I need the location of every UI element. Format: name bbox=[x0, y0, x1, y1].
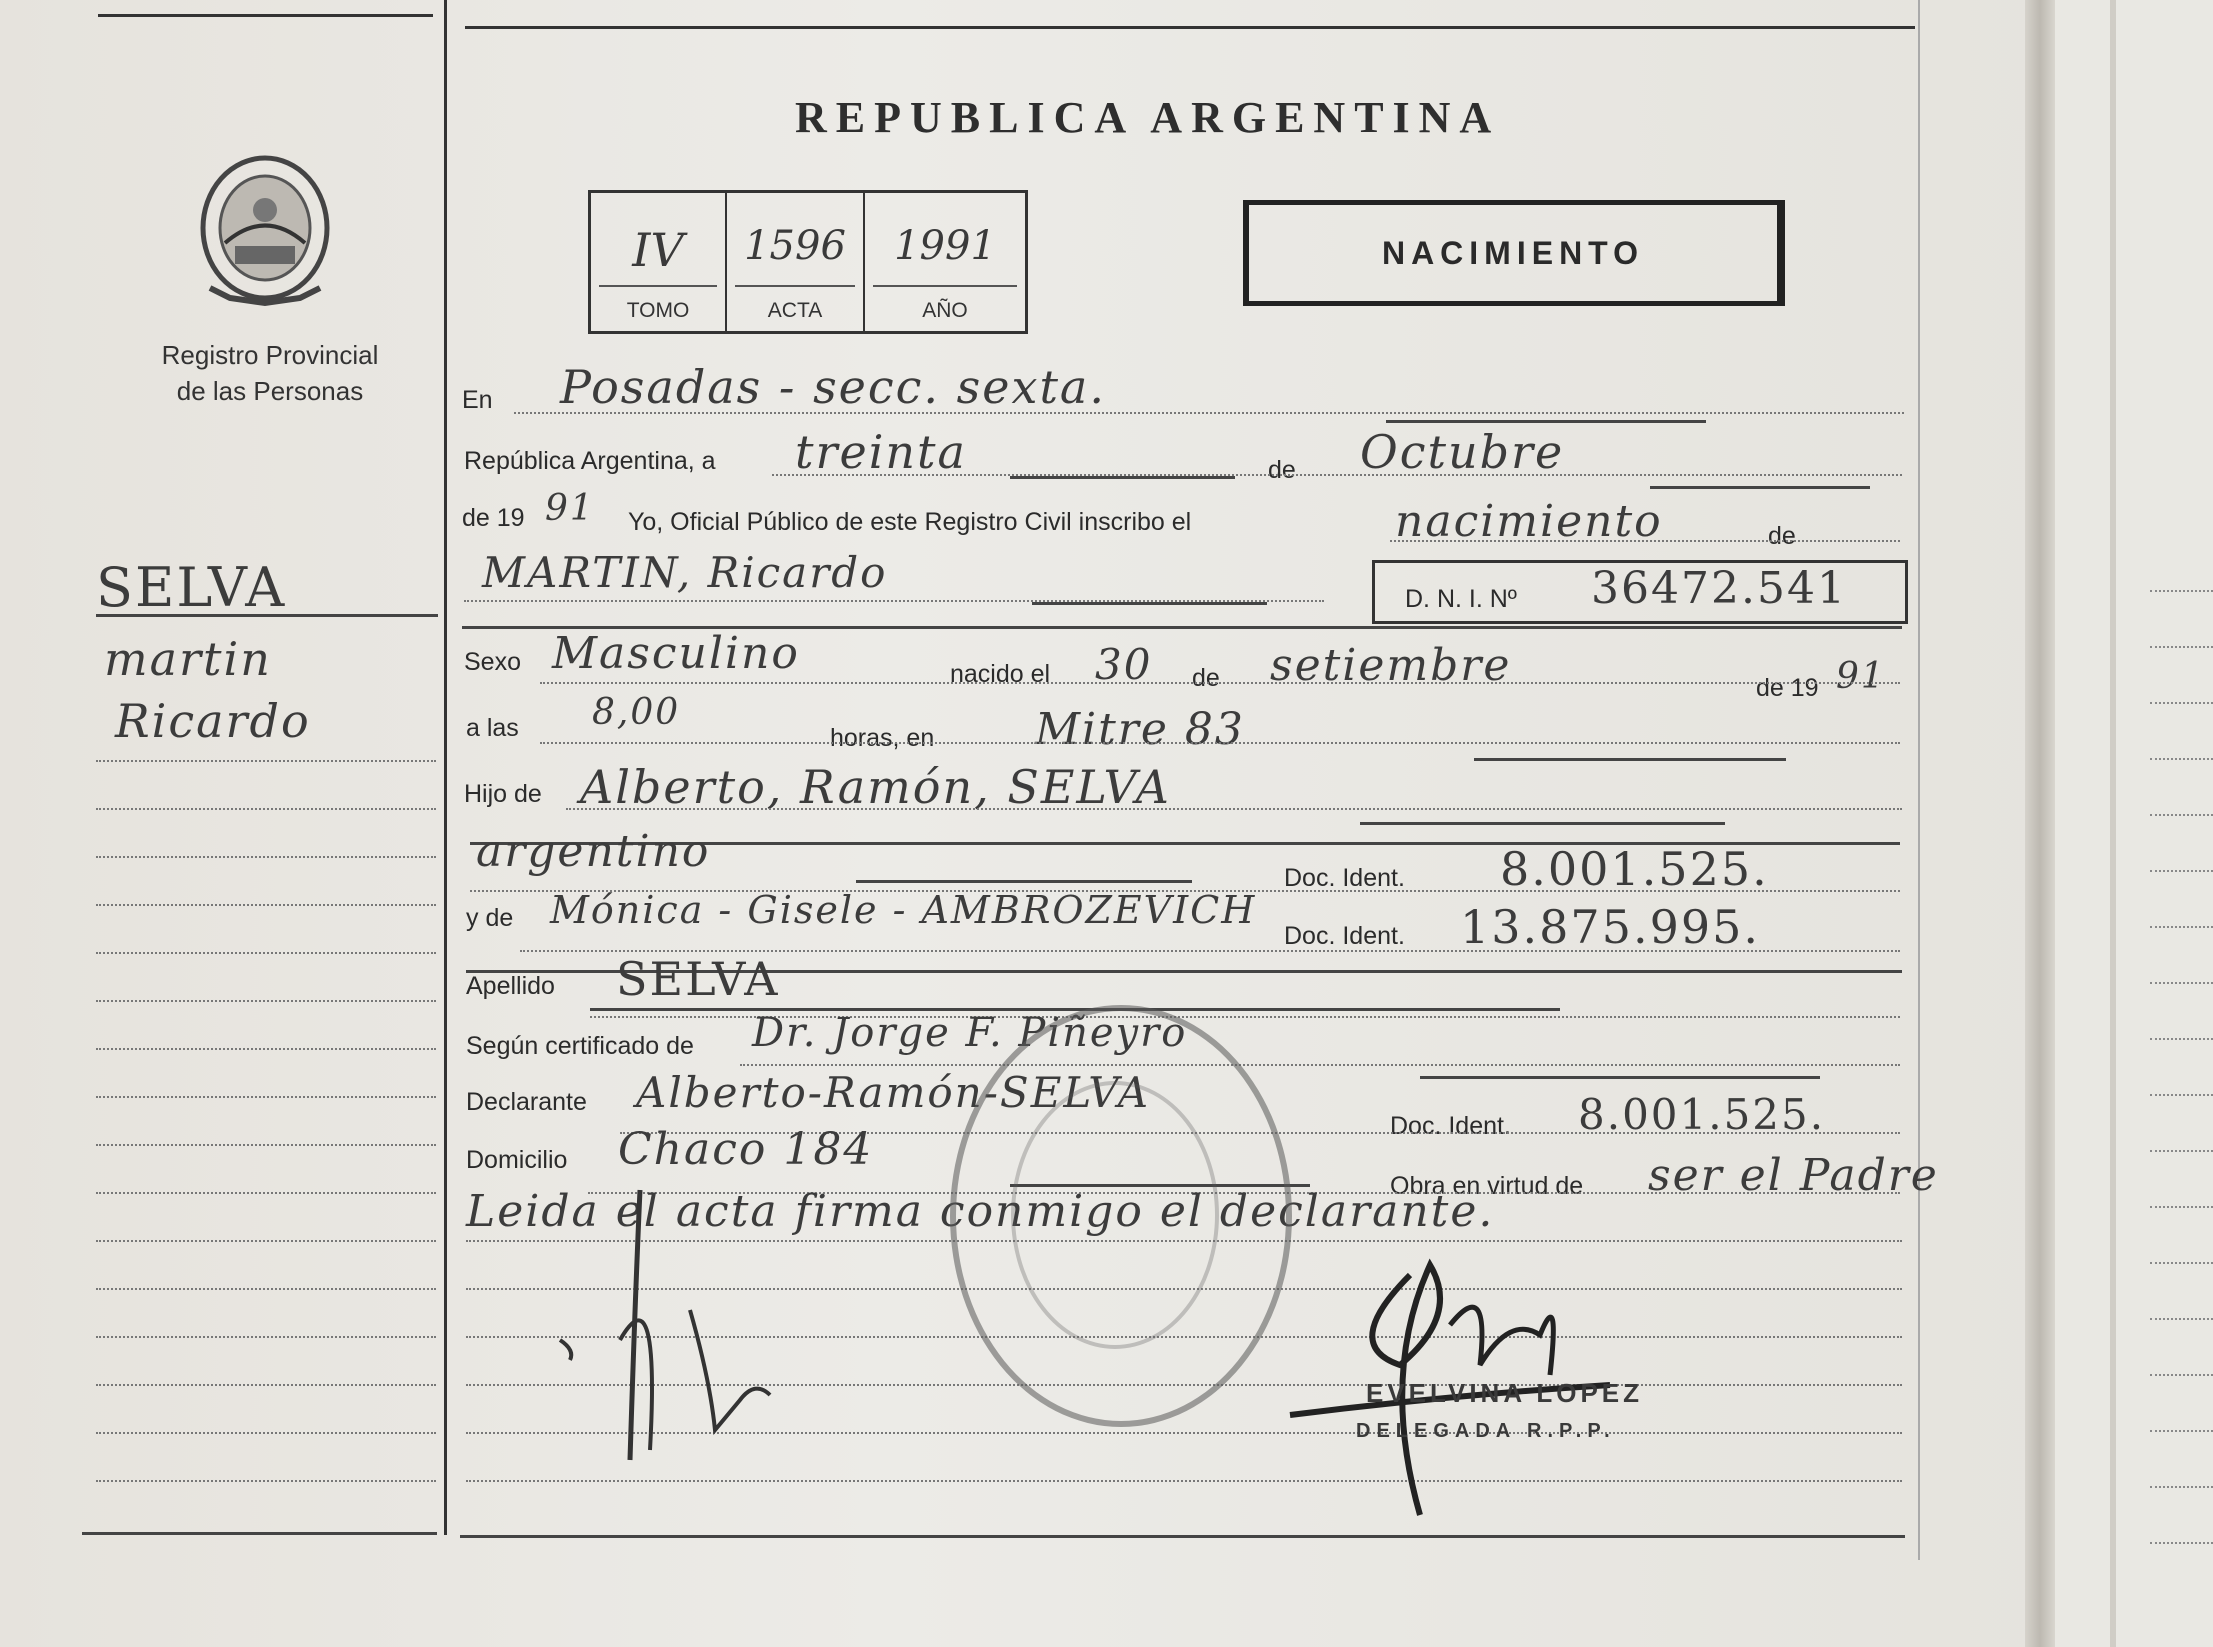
label-de19-b: de 19 bbox=[1756, 674, 1819, 702]
ruled-line bbox=[2150, 1542, 2213, 1544]
label-republica: República Argentina, a bbox=[464, 447, 716, 475]
field-acto: nacimiento bbox=[1395, 496, 1663, 547]
ruled-line bbox=[2150, 870, 2213, 872]
row-line bbox=[540, 742, 1900, 744]
label-domicilio: Domicilio bbox=[466, 1146, 568, 1174]
ruled-line bbox=[96, 1144, 436, 1146]
ruled-line bbox=[96, 1336, 436, 1338]
field-declarante: Alberto-Ramón-SELVA bbox=[636, 1068, 1151, 1117]
ruled-line bbox=[2150, 1374, 2213, 1376]
acta-label: ACTA bbox=[767, 299, 823, 322]
tomo-label: TOMO bbox=[626, 299, 690, 322]
field-dni: 36472.541 bbox=[1591, 563, 1847, 614]
sidebar-surname: SELVA bbox=[96, 556, 287, 619]
row-rule bbox=[1650, 486, 1870, 489]
label-docident-madre: Doc. Ident. bbox=[1284, 922, 1405, 950]
ruled-line bbox=[2150, 758, 2213, 760]
official-title: DELEGADA R.P.P. bbox=[1356, 1420, 1616, 1442]
registry-name-line1: Registro Provincial bbox=[161, 340, 379, 370]
ruled-line bbox=[2150, 926, 2213, 928]
province-seal-icon bbox=[190, 148, 340, 308]
field-padre-nac: argentino bbox=[476, 826, 711, 877]
field-nac-dia: 30 bbox=[1095, 640, 1153, 689]
ruled-line bbox=[96, 1048, 436, 1050]
column-divider bbox=[444, 0, 447, 1535]
row-line bbox=[566, 808, 1902, 810]
label-de-mes: de bbox=[1192, 664, 1220, 692]
ruled-line bbox=[96, 1288, 436, 1290]
document-title: REPUBLICA ARGENTINA bbox=[795, 93, 1501, 142]
label-de-end: de bbox=[1768, 522, 1796, 550]
field-lugar: Posadas - secc. sexta. bbox=[560, 360, 1106, 414]
field-domicilio: Chaco 184 bbox=[618, 1124, 874, 1175]
row-line bbox=[740, 1064, 1900, 1066]
acta-value: 1596 bbox=[744, 223, 846, 269]
field-anio-suffix: 91 bbox=[545, 488, 595, 529]
ruled-line bbox=[2150, 1094, 2213, 1096]
label-oficial: Yo, Oficial Público de este Registro Civil inscribo el bbox=[628, 508, 1192, 536]
sidebar-given-1: martin bbox=[104, 632, 272, 686]
ruled-line bbox=[96, 1192, 436, 1194]
ruled-line bbox=[2150, 702, 2213, 704]
label-sexo: Sexo bbox=[464, 648, 521, 676]
sidebar-top-rule bbox=[98, 14, 433, 17]
ruled-line bbox=[96, 856, 436, 858]
ruled-line bbox=[96, 1096, 436, 1098]
ruled-line bbox=[96, 952, 436, 954]
label-hijo: Hijo de bbox=[464, 780, 542, 808]
label-dni: D. N. I. Nº bbox=[1405, 585, 1517, 613]
field-nombre: MARTIN, Ricardo bbox=[482, 548, 888, 597]
registry-name-line2: de las Personas bbox=[176, 376, 364, 406]
row-rule bbox=[856, 880, 1192, 883]
row-rule bbox=[1360, 822, 1725, 825]
label-horas: horas, en bbox=[830, 724, 935, 752]
field-hora: 8,00 bbox=[592, 692, 681, 733]
ruled-line bbox=[96, 1432, 436, 1434]
sidebar-given-2: Ricardo bbox=[115, 694, 311, 748]
anio-label: AÑO bbox=[922, 299, 968, 322]
ruled-line bbox=[2150, 1486, 2213, 1488]
field-padre: Alberto, Ramón, SELVA bbox=[580, 760, 1171, 814]
official-stamp-inner bbox=[1011, 1081, 1219, 1349]
tomo-value: IV bbox=[632, 223, 684, 277]
field-madre: Mónica - Gisele - AMBROZEVICH bbox=[550, 888, 1257, 932]
row-rule bbox=[1032, 602, 1267, 605]
official-name: EVELVINA LOPEZ bbox=[1366, 1378, 1644, 1408]
ruled-line bbox=[96, 760, 436, 762]
field-sexo: Masculino bbox=[552, 628, 800, 679]
ruled-line bbox=[96, 904, 436, 906]
record-type-box bbox=[1243, 200, 1785, 306]
tomo-cell bbox=[591, 193, 727, 331]
ruled-line bbox=[2150, 646, 2213, 648]
label-de: de bbox=[1268, 456, 1296, 484]
label-apellido: Apellido bbox=[466, 972, 555, 1000]
field-declarante-doc: 8.001.525. bbox=[1578, 1090, 1826, 1139]
row-rule bbox=[1010, 476, 1235, 479]
declarant-signature-icon bbox=[540, 1180, 800, 1470]
ruled-line bbox=[2150, 1206, 2213, 1208]
label-declarante: Declarante bbox=[466, 1088, 587, 1116]
field-mes: Octubre bbox=[1360, 425, 1565, 479]
ruled-line bbox=[2150, 1318, 2213, 1320]
ruled-line bbox=[96, 1480, 436, 1482]
anio-value: 1991 bbox=[894, 223, 996, 269]
ruled-line bbox=[2150, 590, 2213, 592]
ruled-line bbox=[2150, 1150, 2213, 1152]
acta-cell bbox=[727, 193, 865, 331]
anio-cell bbox=[865, 193, 1025, 331]
row-line bbox=[514, 412, 1904, 414]
record-type-label: NACIMIENTO bbox=[1381, 235, 1645, 271]
row-line bbox=[540, 682, 1900, 684]
field-dia: treinta bbox=[795, 425, 967, 479]
facing-page bbox=[2055, 0, 2213, 1647]
label-docident-padre: Doc. Ident. bbox=[1284, 864, 1405, 892]
row-rule bbox=[1474, 758, 1786, 761]
ruled-line bbox=[466, 1480, 1902, 1482]
row-rule bbox=[1386, 420, 1706, 423]
sidebar-bottom-rule bbox=[82, 1532, 437, 1535]
sidebar-surname-rule bbox=[96, 614, 438, 617]
field-madre-doc: 13.875.995. bbox=[1460, 900, 1760, 954]
field-medico: Dr. Jorge F. Piñeyro bbox=[752, 1010, 1188, 1056]
ruled-line bbox=[2150, 1430, 2213, 1432]
field-apellido: SELVA bbox=[616, 952, 780, 1006]
row-line bbox=[772, 474, 1902, 476]
field-leida: Leida el acta firma conmigo el declarante. bbox=[466, 1186, 1495, 1237]
field-virtud: ser el Padre bbox=[1648, 1150, 1939, 1201]
field-nac-mes: setiembre bbox=[1270, 640, 1512, 691]
label-segun: Según certificado de bbox=[466, 1032, 694, 1060]
dni-box bbox=[1372, 560, 1908, 624]
ruled-line bbox=[96, 1384, 436, 1386]
field-nac-anio: 91 bbox=[1836, 656, 1886, 697]
label-de19: de 19 bbox=[462, 504, 525, 532]
row-rule bbox=[1420, 1076, 1820, 1079]
right-margin-rule bbox=[1918, 0, 1920, 1560]
tomo-acta-box bbox=[588, 190, 1028, 334]
label-docident-declarante: Doc. Ident. bbox=[1390, 1112, 1511, 1140]
ruled-line bbox=[96, 1000, 436, 1002]
ruled-line bbox=[2150, 1262, 2213, 1264]
field-padre-doc: 8.001.525. bbox=[1500, 842, 1769, 896]
main-bottom-rule bbox=[460, 1535, 1905, 1538]
label-obra: Obra en virtud de bbox=[1390, 1172, 1584, 1200]
field-lugar-nac: Mitre 83 bbox=[1035, 704, 1245, 755]
ruled-line bbox=[2150, 814, 2213, 816]
label-alas: a las bbox=[466, 714, 519, 742]
label-nacido: nacido el bbox=[950, 660, 1051, 688]
row-line bbox=[1390, 540, 1900, 542]
top-rule bbox=[465, 26, 1915, 29]
book-spine bbox=[2025, 0, 2055, 1647]
official-stamp bbox=[950, 1005, 1292, 1427]
label-yde: y de bbox=[466, 904, 514, 932]
ruled-line bbox=[96, 808, 436, 810]
label-en: En bbox=[462, 386, 493, 414]
ruled-line bbox=[96, 1240, 436, 1242]
facing-page-margin bbox=[2110, 0, 2116, 1647]
ruled-line bbox=[2150, 982, 2213, 984]
ruled-line bbox=[2150, 1038, 2213, 1040]
